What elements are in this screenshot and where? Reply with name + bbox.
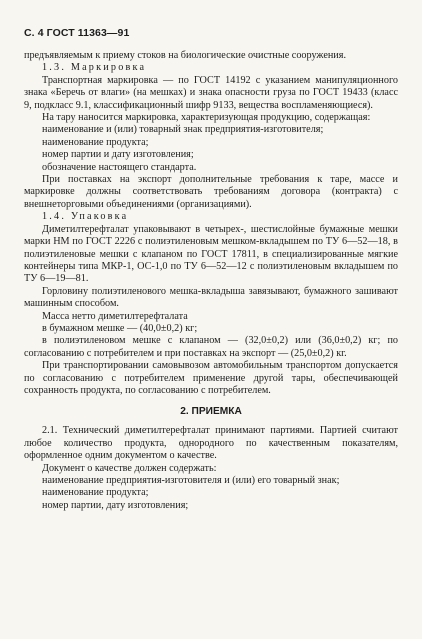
- paragraph-batches: 2.1. Технический диметилтерефталат принимают партиями. Партией считают любое количество продукта, однородного по качественным показателям, оформленное одним документом о качестве.: [24, 425, 398, 462]
- list-item: наименование и (или) товарный знак предприятия-изготовителя;: [42, 124, 324, 136]
- list-item: обозначение настоящего стандарта.: [42, 161, 197, 173]
- subsection-heading-marking: 1.3. Маркировка: [42, 62, 147, 74]
- list-item: наименование предприятия-изготовителя и (или) его товарный знак;: [42, 475, 340, 486]
- paragraph-export: При поставках на экспорт дополнительные требования к таре, массе и маркировке должны соответствовать требованиям договора (контракта) с внешнеторговыми объединениями (организациями).: [24, 174, 398, 210]
- paragraph-quality-doc: Документ о качестве должен содержать:: [42, 462, 217, 474]
- page-header: С. 4 ГОСТ 11363—91: [24, 27, 130, 39]
- paragraph-bag-closing: Горловину полиэтиленового мешка-вкладыша завязывают, бумажного зашивают машинным способом.: [24, 285, 398, 310]
- paragraph-continuation: предъявляемым к приему стоков на биологические очистные сооружения.: [24, 50, 346, 61]
- paragraph-valve-bag-mass: в полиэтиленовом мешке с клапаном — (32,0±0,2) или (36,0±0,2) кг; по согласованию с потребителем и при поставках на экспорт — (25,0±0,2) кг.: [24, 335, 398, 359]
- list-item: номер партии, дату изготовления;: [42, 499, 189, 511]
- paragraph-container-marking: На тару наносится маркировка, характеризующая продукцию, содержащая:: [42, 112, 371, 124]
- paragraph-transport-marking: Транспортная маркировка — по ГОСТ 14192 с указанием манипуляционного знака «Беречь от влаги» (на мешках) и знака опасности груза по ГОСТ 19433 (класс 9, подкласс 9.1, классификационный шифр 9133, вещества воспламеняющиеся).: [24, 74, 398, 111]
- paragraph-net-mass: Масса нетто диметилтерефталата: [42, 310, 188, 322]
- list-item: номер партии и дату изготовления;: [42, 149, 194, 161]
- paragraph-packaging: Диметилтерефталат упаковывают в четырех-, шестислойные бумажные мешки марки НМ по ГОСТ 2226 с полиэтиленовым мешком-вкладышем по ТУ 6—52—18, в полиэтиленовые мешки с клапаном по ГОСТ 17811, в специализированные мягкие контейнеры типа МКР-1, ОС-1,0 по ТУ 6—52—12 с полиэтиленовым вкладышем по ТУ 6—19—81.: [24, 223, 398, 285]
- section-heading-acceptance: 2. ПРИЕМКА: [180, 406, 242, 418]
- subsection-heading-packaging: 1.4. Упаковка: [42, 211, 129, 223]
- paragraph-self-pickup: При транспортировании самовывозом автомобильным транспортом допускается по согласованию с потребителем применение другой тары, обеспечивающей сохранность продукта, по согласованию с потребителем.: [24, 360, 398, 396]
- list-item: в бумажном мешке — (40,0±0,2) кг;: [42, 322, 198, 334]
- list-item: наименование продукта;: [42, 487, 149, 499]
- list-item: наименование продукта;: [42, 136, 149, 148]
